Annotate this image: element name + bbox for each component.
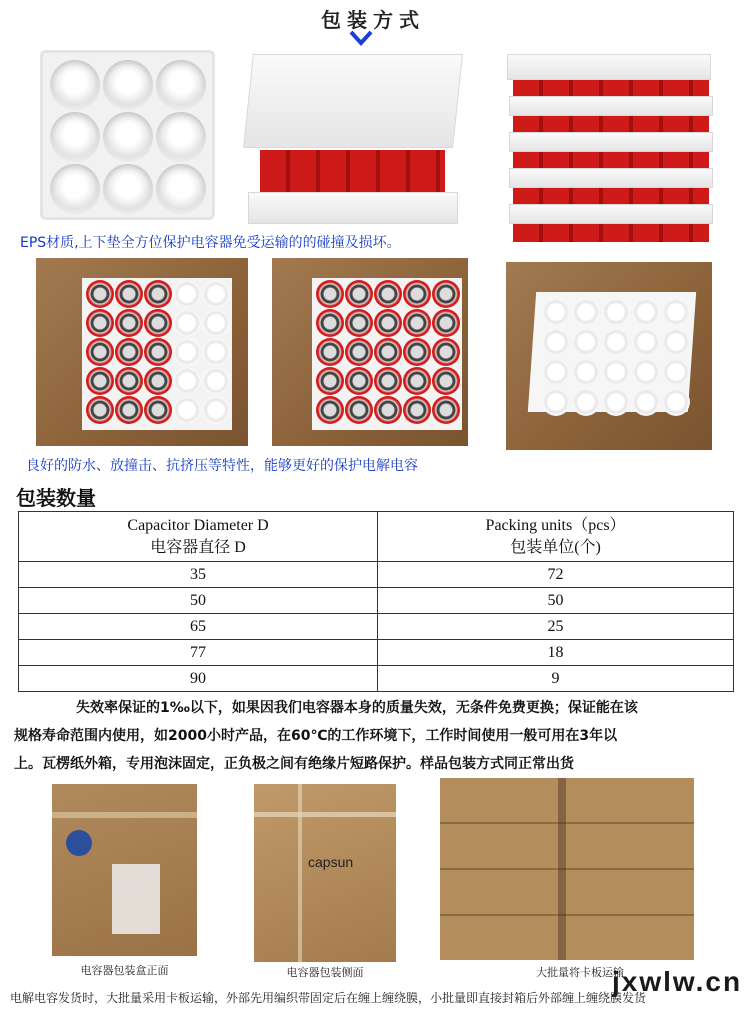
capacitor-cell [316,396,344,424]
capacitor-cell [316,338,344,366]
capacitor-cell [602,328,630,356]
foam-tray-photo [40,50,215,220]
header-diameter-cn: 电容器直径 D [150,538,246,556]
capacitor-cell [173,396,201,424]
pallet-photo [440,778,694,960]
capacitor-cell [542,328,570,356]
capacitor-cell [542,388,570,416]
capacitor-cell [345,396,373,424]
capacitor-cell [144,309,172,337]
capacitor-cell [86,280,114,308]
diameter-cell: 35 [19,562,378,588]
pallet-caption: 大批量将卡板运输 [536,966,624,979]
capacitor-cell [202,309,230,337]
capacitor-cell [115,309,143,337]
capacitor-cell [202,338,230,366]
capacitor-cell [432,309,460,337]
capacitor-cell [144,338,172,366]
capacitor-cell [374,367,402,395]
box-full-photo [272,258,468,446]
units-cell: 72 [378,562,734,588]
capacitor-cell [316,367,344,395]
capacitor-cell [173,367,201,395]
capacitor-cell [173,280,201,308]
table-row [19,640,734,666]
capacitor-cell [432,280,460,308]
capacitor-cell [432,338,460,366]
capacitor-cell [115,338,143,366]
brand-text: capsun [308,854,354,870]
capacitor-cell [374,309,402,337]
capacitor-cell [662,328,690,356]
page-title: 包装方式 [321,8,425,32]
stacked-foam-photo [503,50,721,246]
capacitor-cell [632,298,660,326]
diameter-cell: 90 [19,666,378,692]
capacitor-cell [316,309,344,337]
capacitor-cell [144,367,172,395]
capacitor-cell [202,280,230,308]
capacitor-cell [403,309,431,337]
capacitor-cell [144,396,172,424]
capacitor-cell [202,396,230,424]
box-front-caption: 电容器包装盒正面 [80,964,169,977]
units-cell: 50 [378,588,734,614]
capacitor-cell [572,298,600,326]
capacitor-cell [572,358,600,386]
site-watermark: jxwlw.cn [612,966,743,997]
capacitor-cell [345,367,373,395]
warranty-note [14,694,734,778]
warranty-line-3: 上。瓦楞纸外箱，专用泡沫固定，正负极之间有绝缘片短路保护。样品包装方式同正常出货 [14,756,574,772]
capacitor-cell [542,298,570,326]
diameter-cell: 50 [19,588,378,614]
table-row [19,588,734,614]
capacitor-cell [115,396,143,424]
table-row [19,666,734,692]
capacitor-cell [432,367,460,395]
capacitor-cell [572,328,600,356]
capacitor-cell [542,358,570,386]
capacitor-cell [144,280,172,308]
capacitor-cell [115,367,143,395]
box-partial-photo [36,258,248,446]
box-side-photo [254,784,396,962]
capacitor-cell [374,280,402,308]
capacitor-cell [662,388,690,416]
diameter-cell: 77 [19,640,378,666]
diameter-cell: 65 [19,614,378,640]
table-row [19,614,734,640]
box-side-caption: 电容器包装侧面 [286,966,364,979]
capacitor-cell [662,358,690,386]
packing-section-title: 包装数量 [16,486,96,510]
capacitor-cell [632,358,660,386]
warranty-line-2: 规格寿命范围内使用，如2000小时产品，在60℃的工作环境下，工作时间使用一般可用在3年以 [14,728,618,744]
capacitor-cell [202,367,230,395]
foam-sandwich-photo [240,52,468,228]
capacitor-cell [345,280,373,308]
units-cell: 18 [378,640,734,666]
capacitor-cell [173,309,201,337]
footer-note: 电解电容发货时，大批量采用卡板运输，外部先用编织带固定后在缠上缠绕膜，小批量即直接封箱后外部缠上缠绕膜发货 [10,991,647,1005]
capacitor-cell [572,388,600,416]
capacitor-cell [602,358,630,386]
units-cell: 25 [378,614,734,640]
capacitor-cell [173,338,201,366]
capacitor-cell [432,396,460,424]
capacitor-cell [403,396,431,424]
capacitor-cell [602,388,630,416]
capacitor-cell [632,328,660,356]
header-units [378,512,734,562]
table-header-row [19,512,734,562]
capacitor-cell [345,309,373,337]
capacitor-cell [632,388,660,416]
capacitor-cell [86,309,114,337]
box-front-photo [52,784,197,956]
capacitor-cell [403,280,431,308]
capacitor-cell [345,338,373,366]
header-units-en: Packing units（pcs） [485,516,626,534]
chevron-down-icon [349,30,373,46]
protect-caption: 良好的防水、放撞击、抗挤压等特性，能够更好的保护电解电容 [26,458,418,474]
header-diameter-en: Capacitor Diameter D [127,516,269,534]
capacitor-cell [86,396,114,424]
header-units-cn: 包装单位(个) [510,538,601,556]
capacitor-cell [662,298,690,326]
capacitor-cell [86,338,114,366]
capacitor-cell [403,367,431,395]
capacitor-cell [115,280,143,308]
capacitor-cell [374,338,402,366]
warranty-line-1: 失效率保证的1‰以下，如果因我们电容器本身的质量失效，无条件免费更换；保证能在该 [76,700,638,716]
header-diameter [19,512,378,562]
capacitor-cell [403,338,431,366]
capacitor-cell [86,367,114,395]
units-cell: 9 [378,666,734,692]
eps-caption: EPS材质,上下垫全方位保护电容器免受运输的的碰撞及损坏。 [20,235,401,251]
packing-table [18,511,734,692]
box-foam-lid-photo [506,262,712,450]
capacitor-cell [374,396,402,424]
capacitor-cell [602,298,630,326]
table-row [19,562,734,588]
capacitor-cell [316,280,344,308]
